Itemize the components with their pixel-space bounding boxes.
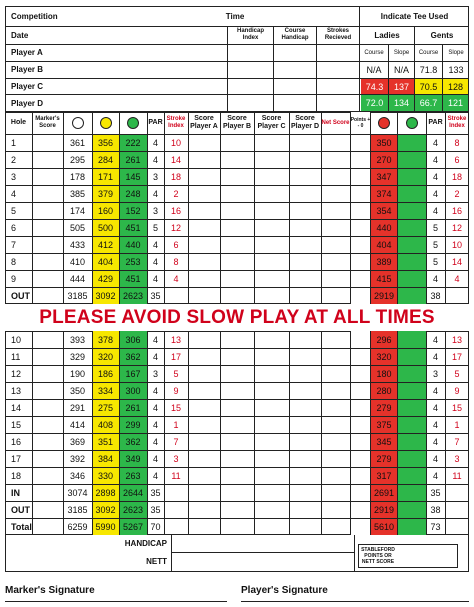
cell-white: 392: [69, 453, 86, 464]
players-signature-label: Player's Signature: [241, 584, 328, 596]
tee-value: 66.7: [415, 95, 442, 111]
cell-hole: 3: [11, 171, 17, 182]
ladies-slope-label: Slope: [393, 49, 410, 56]
cell-white: 190: [69, 368, 86, 379]
total-green: 2623: [122, 290, 144, 301]
cell-si2: 8: [454, 137, 460, 148]
cell-hole: 5: [11, 205, 17, 216]
column-header-si2: Stroke Index: [447, 116, 467, 129]
tee-value: N/A: [393, 64, 409, 75]
cell-green: 253: [125, 256, 141, 267]
handicap-index-label: Handicap Index: [236, 28, 264, 41]
column-header-si: Stroke Index: [166, 116, 186, 129]
cell-si2: 9: [454, 385, 460, 396]
cell-red: 404: [376, 239, 392, 250]
cell-par: 4: [152, 239, 158, 250]
column-header-d: Score Player D: [290, 115, 320, 130]
cell-yellow: 275: [97, 402, 114, 413]
cell-red: 354: [376, 205, 392, 216]
red-tee-icon: [378, 117, 390, 129]
cell-hole: 8: [11, 256, 17, 267]
cell-si: 12: [170, 222, 181, 233]
course-handicap-label: Course Handicap: [281, 28, 309, 41]
cell-yellow: 334: [97, 385, 114, 396]
cell-par2: 4: [432, 351, 438, 362]
white-tee-icon: [72, 117, 84, 129]
tee-value: 133: [448, 64, 464, 75]
cell-si: 10: [170, 137, 181, 148]
cell-white: 369: [69, 436, 86, 447]
total-red: 2919: [373, 504, 395, 515]
column-header-a: Score Player A: [190, 115, 218, 130]
tee-value: 121: [443, 95, 468, 111]
tee-value: 72.0: [361, 95, 388, 111]
tee-value: 134: [389, 95, 414, 111]
cell-si: 7: [173, 436, 179, 447]
cell-si2: 2: [454, 188, 460, 199]
cell-white: 410: [69, 256, 86, 267]
cell-par: 4: [152, 402, 158, 413]
total-yellow: 5990: [95, 521, 116, 532]
column-header-par2: PAR: [428, 119, 443, 126]
grid-line: [321, 112, 322, 304]
cell-green: 299: [125, 419, 141, 430]
cell-yellow: 384: [97, 453, 114, 464]
cell-red: 280: [376, 385, 392, 396]
grid-line: [254, 112, 255, 304]
total-par: 70: [150, 521, 161, 532]
column-header-net: Net Score: [321, 119, 350, 126]
cell-par: 3: [152, 368, 158, 379]
cell-red: 345: [376, 436, 392, 447]
cell-si2: 16: [451, 205, 462, 216]
cell-si: 8: [173, 256, 179, 267]
column-header-marker: Marker's Score: [35, 116, 60, 129]
total-red: 2691: [373, 487, 395, 498]
tee-value: N/A: [366, 64, 382, 75]
cell-hole: 11: [11, 351, 21, 362]
cell-si: 2: [173, 188, 179, 199]
cell-green: 261: [125, 154, 141, 165]
cell-green: 145: [125, 171, 141, 182]
cell-yellow: 171: [97, 171, 114, 182]
cell-par2: 3: [432, 368, 438, 379]
handicap-label: HANDICAP: [124, 539, 167, 548]
cell-si: 17: [170, 351, 181, 362]
player-c-label: Player C: [11, 81, 44, 91]
cell-par2: 4: [432, 205, 438, 216]
cell-par2: 4: [432, 188, 438, 199]
gents-course-label: Course: [418, 49, 439, 56]
tee-value: 128: [443, 79, 468, 94]
cell-white: 444: [69, 273, 86, 284]
total-green: 2623: [122, 504, 144, 515]
cell-red: 320: [376, 351, 392, 362]
cell-yellow: 412: [97, 239, 114, 250]
cell-si: 3: [173, 453, 179, 464]
tee-value: 70.5: [415, 79, 442, 94]
total-green: 5267: [122, 521, 144, 532]
cell-red: 279: [376, 453, 392, 464]
cell-white: 178: [69, 171, 86, 182]
cell-red: 296: [376, 334, 392, 345]
cell-si2: 5: [454, 368, 460, 379]
cell-si: 4: [173, 273, 179, 284]
cell-red: 375: [376, 419, 392, 430]
indicate-tee-label: Indicate Tee Used: [380, 11, 449, 21]
cell-white: 393: [69, 334, 86, 345]
total-label: OUT: [11, 290, 30, 301]
column-header-par: PAR: [148, 119, 163, 126]
cell-si2: 10: [451, 239, 462, 250]
cell-par: 4: [152, 470, 158, 481]
cell-par: 4: [152, 188, 158, 199]
cell-white: 385: [69, 188, 86, 199]
cell-yellow: 379: [97, 188, 114, 199]
total-label: OUT: [11, 504, 30, 515]
cell-si2: 3: [454, 453, 460, 464]
cell-hole: 2: [11, 154, 17, 165]
cell-si: 16: [170, 205, 181, 216]
cell-hole: 9: [11, 273, 17, 284]
cell-yellow: 500: [97, 222, 114, 233]
cell-green: 362: [125, 436, 141, 447]
cell-par2: 5: [432, 239, 438, 250]
time-label: Time: [225, 11, 245, 21]
cell-red: 350: [376, 137, 392, 148]
cell-green: 222: [125, 137, 141, 148]
column-gap: [350, 112, 371, 304]
cell-yellow: 186: [97, 368, 114, 379]
cell-par2: 4: [432, 171, 438, 182]
cell-par: 5: [152, 222, 158, 233]
cell-hole: 4: [11, 188, 17, 199]
cell-si: 6: [173, 239, 179, 250]
cell-white: 329: [69, 351, 86, 362]
cell-par: 4: [152, 351, 158, 362]
cell-par2: 4: [432, 334, 438, 345]
total-par: 35: [150, 487, 161, 498]
cell-yellow: 356: [97, 137, 114, 148]
cell-yellow: 408: [97, 419, 114, 430]
nett-label: NETT: [146, 556, 167, 566]
cell-si2: 11: [452, 470, 462, 481]
cell-hole: 6: [11, 222, 17, 233]
yellow-tee-icon: [100, 117, 112, 129]
cell-par2: 4: [432, 385, 438, 396]
cell-par2: 4: [432, 436, 438, 447]
cell-par2: 4: [432, 470, 438, 481]
grid-line: [289, 112, 290, 304]
cell-green: 451: [125, 273, 141, 284]
cell-white: 361: [69, 137, 86, 148]
grid-line: [397, 112, 398, 304]
grid-line: [220, 112, 221, 304]
cell-par: 3: [152, 205, 158, 216]
cell-si: 9: [173, 385, 179, 396]
cell-red: 270: [376, 154, 392, 165]
cell-yellow: 284: [97, 154, 114, 165]
cell-green: 362: [125, 351, 141, 362]
tee-value: 71.8: [419, 64, 438, 75]
cell-yellow: 404: [97, 256, 114, 267]
cell-par2: 4: [432, 154, 438, 165]
total-white: 6259: [67, 521, 88, 532]
cell-white: 414: [69, 419, 86, 430]
cell-par: 4: [152, 256, 158, 267]
cell-par: 4: [152, 436, 158, 447]
cell-par2: 4: [432, 453, 438, 464]
cell-si: 18: [170, 171, 181, 182]
cell-yellow: 429: [97, 273, 114, 284]
cell-par2: 4: [432, 402, 438, 413]
player-b-label: Player B: [11, 65, 44, 74]
cell-si: 5: [173, 368, 179, 379]
cell-si: 14: [170, 154, 181, 165]
cell-green: 263: [125, 470, 141, 481]
cell-si: 13: [170, 334, 181, 345]
cell-yellow: 320: [97, 351, 114, 362]
total-white: 3074: [67, 487, 88, 498]
cell-hole: 12: [11, 368, 22, 379]
cell-si2: 7: [454, 436, 460, 447]
cell-si: 15: [170, 402, 181, 413]
cell-par2: 4: [432, 273, 438, 284]
column-header-points: Points + - 0: [350, 117, 371, 129]
cell-par: 4: [152, 453, 158, 464]
total-green: 2644: [122, 487, 144, 498]
column-header-c: Score Player C: [257, 115, 286, 130]
cell-red: 180: [376, 368, 392, 379]
cell-si2: 17: [451, 351, 462, 362]
total-par2: 35: [430, 487, 441, 498]
competition-label: Competition: [11, 11, 58, 21]
cell-si2: 13: [451, 334, 462, 345]
total-par2: 73: [430, 521, 441, 532]
stableford-label: STABLEFORD POINTS OR NETT SCORE: [361, 547, 395, 565]
total-yellow: 2898: [95, 487, 116, 498]
grid-line: [188, 112, 189, 304]
cell-green: 152: [125, 205, 141, 216]
total-white: 3185: [67, 504, 88, 515]
cell-par: 4: [152, 334, 158, 345]
tee-value: 137: [389, 79, 414, 94]
slow-play-banner: PLEASE AVOID SLOW PLAY AT ALL TIMES: [39, 306, 435, 328]
cell-red: 415: [376, 273, 392, 284]
cell-green: 300: [125, 385, 141, 396]
cell-si2: 12: [451, 222, 462, 233]
cell-par: 3: [152, 171, 158, 182]
cell-par: 4: [152, 273, 158, 284]
cell-yellow: 351: [97, 436, 114, 447]
total-white: 3185: [67, 290, 88, 301]
green-tee-icon: [406, 117, 418, 129]
cell-par: 4: [152, 385, 158, 396]
cell-green: 451: [125, 222, 141, 233]
green-tee-icon: [127, 117, 139, 129]
cell-red: 347: [376, 171, 392, 182]
cell-hole: 14: [11, 402, 22, 413]
cell-hole: 18: [11, 470, 22, 481]
cell-white: 346: [69, 470, 86, 481]
tee-value: 74.3: [361, 79, 388, 94]
cell-si: 11: [171, 470, 181, 481]
cell-hole: 7: [11, 239, 17, 250]
cell-hole: 10: [11, 334, 22, 345]
cell-si2: 4: [454, 273, 460, 284]
grid-line: [32, 112, 33, 304]
cell-yellow: 378: [97, 334, 114, 345]
total-yellow: 3092: [95, 290, 116, 301]
ladies-label: Ladies: [374, 30, 400, 40]
ladies-course-label: Course: [364, 49, 384, 56]
total-label: Total: [11, 521, 32, 532]
player-a-label: Player A: [11, 48, 43, 57]
markers-signature-label: Marker's Signature: [5, 584, 95, 596]
cell-green: 167: [125, 368, 141, 379]
cell-white: 291: [69, 402, 86, 413]
total-par2: 38: [430, 290, 441, 301]
total-red: 2919: [373, 290, 395, 301]
cell-red: 440: [376, 222, 392, 233]
cell-par: 4: [152, 137, 158, 148]
cell-red: 279: [376, 402, 392, 413]
cell-par2: 5: [432, 256, 438, 267]
cell-si2: 18: [451, 171, 462, 182]
total-par2: 38: [430, 504, 441, 515]
cell-si2: 6: [454, 154, 460, 165]
strokes-received-label: Strokes Recieved: [324, 28, 352, 41]
gents-label: Gents: [430, 30, 454, 40]
column-header-hole: Hole: [10, 119, 27, 126]
cell-si2: 15: [451, 402, 462, 413]
player-d-label: Player D: [11, 98, 44, 108]
gents-slope-label: Slope: [448, 49, 464, 56]
cell-green: 248: [125, 188, 141, 199]
total-yellow: 3092: [95, 504, 116, 515]
cell-hole: 17: [11, 453, 22, 464]
cell-red: 389: [376, 256, 392, 267]
cell-white: 295: [69, 154, 86, 165]
cell-hole: 16: [11, 436, 22, 447]
total-par: 35: [150, 290, 161, 301]
cell-white: 505: [69, 222, 86, 233]
cell-green: 261: [125, 402, 141, 413]
cell-white: 174: [69, 205, 86, 216]
total-par: 35: [150, 504, 161, 515]
cell-green: 306: [125, 334, 141, 345]
cell-par2: 5: [432, 222, 438, 233]
cell-green: 349: [125, 453, 141, 464]
cell-par2: 4: [432, 137, 438, 148]
cell-white: 350: [69, 385, 86, 396]
cell-yellow: 160: [97, 205, 114, 216]
date-label: Date: [11, 30, 29, 40]
cell-green: 440: [125, 239, 141, 250]
cell-si2: 14: [451, 256, 462, 267]
cell-si: 1: [173, 419, 179, 430]
column-header-b: Score Player B: [222, 115, 252, 130]
cell-par2: 4: [432, 419, 438, 430]
cell-red: 374: [376, 188, 392, 199]
cell-hole: 15: [11, 419, 22, 430]
cell-yellow: 330: [97, 470, 114, 481]
total-label: IN: [11, 487, 20, 498]
cell-par: 4: [152, 154, 158, 165]
cell-hole: 1: [11, 137, 17, 148]
cell-red: 317: [376, 470, 392, 481]
total-red: 5610: [373, 521, 395, 532]
cell-si2: 1: [454, 419, 460, 430]
cell-hole: 13: [11, 385, 22, 396]
cell-white: 433: [69, 239, 86, 250]
cell-par: 4: [152, 419, 158, 430]
